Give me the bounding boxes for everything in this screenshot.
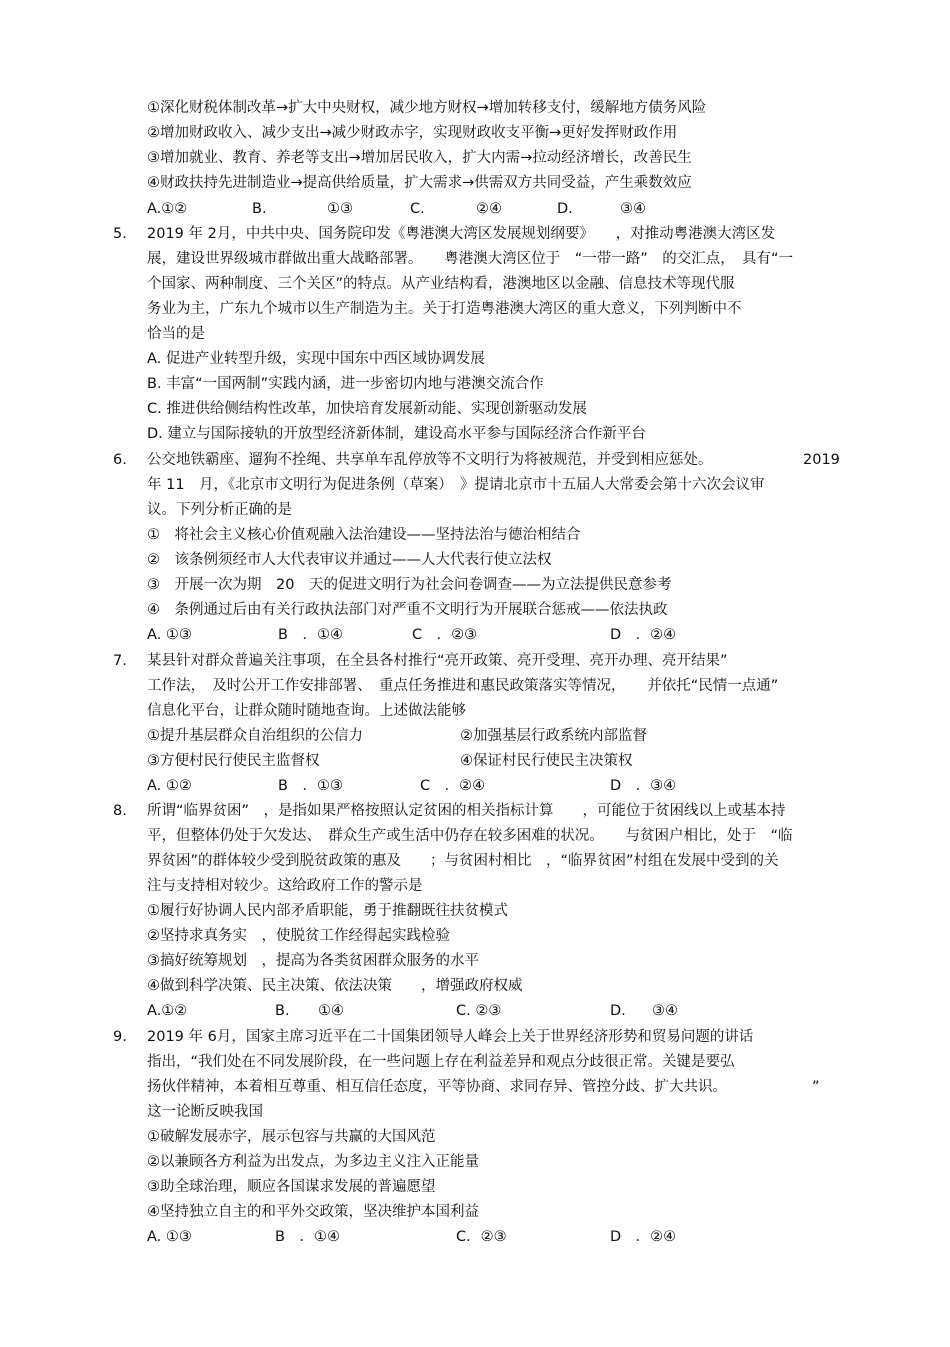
- q8-option-c: C. ②③: [456, 1003, 502, 1019]
- q8-item-3: ③搞好统筹规划 ，提高为各类贫困群众服务的水平: [147, 953, 479, 969]
- q7-item-1: ①提升基层群众自治组织的公信力: [147, 728, 363, 744]
- q6-option-b: B ．①④: [278, 627, 343, 643]
- q4-option-b-label: B.: [252, 201, 267, 217]
- q6-item-4: ④ 条例通过后由有关行政执法部门对严重不文明行为开展联合惩戒——依法执政: [147, 602, 668, 618]
- q9-option-d: D ．②④: [610, 1229, 677, 1245]
- q8-number: 8.: [113, 803, 127, 819]
- q6-item-1: ① 将社会主义核心价值观融入法治建设——坚持法治与德治相结合: [147, 527, 581, 543]
- q5-number: 5.: [113, 226, 127, 242]
- q7-option-a: A. ①②: [147, 778, 192, 794]
- q6-item-2: ② 该条例须经市人大代表审议并通过——人大代表行使立法权: [147, 552, 552, 568]
- q7-option-b: B ．①③: [278, 778, 343, 794]
- q5-stem-line-1: 2019 年 2月，中共中央、国务院印发《粤港澳大湾区发展规划纲要》 ，对推动粤港澳大湾区发: [147, 226, 776, 242]
- q6-option-c: C ．②③: [412, 627, 478, 643]
- q9-stem-close-quote: ”: [812, 1079, 820, 1095]
- q6-stem-line-3: 议。下列分析正确的是: [147, 502, 292, 518]
- q9-stem-line-2: 指出，“我们处在不同发展阶段，在一些问题上存在利益差异和观点分歧很正常。关键是要弘: [147, 1054, 735, 1070]
- q4-item-1: ①深化财税体制改革→扩大中央财权，减少地方财权→增加转移支付，缓解地方债务风险: [147, 100, 707, 116]
- q4-item-2: ②增加财政收入、减少支出→减少财政赤字，实现财政收支平衡→更好发挥财政作用: [147, 125, 678, 141]
- q8-option-a: A.①②: [147, 1003, 188, 1019]
- q5-option-b: B. 丰富“一国两制”实践内涵，进一步密切内地与港澳交流合作: [147, 376, 544, 392]
- q9-stem-line-1: 2019 年 6月，国家主席习近平在二十国集团领导人峰会上关于世界经济形势和贸易问题的讲话: [147, 1029, 754, 1045]
- q8-item-2: ②坚持求真务实 ，使脱贫工作经得起实践检验: [147, 928, 450, 944]
- q9-stem-line-3: 扬伙伴精神，本着相互尊重、相互信任态度，平等协商、求同存异、管控分歧、扩大共识。: [147, 1079, 727, 1095]
- q8-option-d-label: D.: [610, 1003, 626, 1019]
- q4-item-3: ③增加就业、教育、养老等支出→增加居民收入，扩大内需→拉动经济增长，改善民生: [147, 150, 692, 166]
- q7-stem-line-2: 工作法， 及时公开工作安排部署、 重点任务推进和惠民政策落实等情况， 并依托“民情一点通”: [147, 678, 779, 694]
- q8-stem-line-2: 平，但整体仍处于欠发达、 群众生产或生活中仍存在较多困难的状况。 与贫困户相比，处于 “临: [147, 828, 793, 844]
- q7-item-2: ②加强基层行政系统内部监督: [460, 728, 647, 744]
- q4-option-d-value: ③④: [620, 201, 646, 217]
- q6-stem-year: 2019: [803, 452, 840, 468]
- q4-option-c-label: C.: [410, 201, 425, 217]
- q9-option-c: C．②③: [456, 1229, 507, 1245]
- q7-option-c: C ．②④: [420, 778, 486, 794]
- q4-option-b-value: ①③: [327, 201, 353, 217]
- q7-item-4: ④保证村民行使民主决策权: [460, 753, 633, 769]
- q7-option-d: D ．③④: [610, 778, 677, 794]
- q4-option-c-value: ②④: [476, 201, 502, 217]
- q6-item-3: ③ 开展一次为期 20 天的促进文明行为社会问卷调查——为立法提供民意参考: [147, 577, 672, 593]
- q8-stem-line-4: 注与支持相对较少。这给政府工作的警示是: [147, 878, 423, 894]
- q6-number: 6.: [113, 452, 127, 468]
- q7-item-3: ③方便村民行使民主监督权: [147, 753, 320, 769]
- q6-stem-line-2: 年 11 月，《北京市文明行为促进条例（草案） 》提请北京市十五届人大常委会第十六次会议审: [147, 477, 765, 493]
- q5-stem-line-4: 务业为主，广东九个城市以生产制造为主。关于打造粤港澳大湾区的重大意义，下列判断中不: [147, 301, 742, 317]
- q7-stem-line-1: 某县针对群众普遍关注事项，在全县各村推行“亮开政策、亮开受理、亮开办理、亮开结果”: [147, 653, 728, 669]
- q6-option-d: D ．②④: [610, 627, 677, 643]
- q5-option-a: A. 促进产业转型升级，实现中国东中西区域协调发展: [147, 351, 485, 367]
- q8-option-b-label: B.: [275, 1003, 290, 1019]
- q7-stem-line-3: 信息化平台，让群众随时随地查询。上述做法能够: [147, 703, 466, 719]
- q5-option-c: C. 推进供给侧结构性改革，加快培育发展新动能、实现创新驱动发展: [147, 401, 587, 417]
- q5-option-d: D. 建立与国际接轨的开放型经济新体制，建设高水平参与国际经济合作新平台: [147, 426, 646, 442]
- q9-item-3: ③助全球治理，顺应各国谋求发展的普遍愿望: [147, 1179, 436, 1195]
- q5-stem-line-5: 恰当的是: [147, 326, 205, 342]
- q4-option-a: A.①②: [147, 201, 188, 217]
- q9-item-4: ④坚持独立自主的和平外交政策，坚决维护本国利益: [147, 1204, 479, 1220]
- q6-option-a: A. ①③: [147, 627, 192, 643]
- q5-stem-line-2: 展，建设世界级城市群做出重大战略部署。 粤港澳大湾区位于 “一带一路” 的交汇点， 具有“一: [147, 251, 794, 267]
- q9-option-b: B ．①④: [275, 1229, 340, 1245]
- q8-item-4: ④做到科学决策、民主决策、依法决策 ，增强政府权威: [147, 978, 523, 994]
- q8-option-b-value: ①④: [318, 1003, 344, 1019]
- q4-option-d-label: D.: [557, 201, 573, 217]
- q9-item-1: ①破解发展赤字，展示包容与共赢的大国风范: [147, 1129, 436, 1145]
- q8-item-1: ①履行好协调人民内部矛盾职能，勇于推翻既往扶贫模式: [147, 903, 508, 919]
- q7-number: 7.: [113, 653, 127, 669]
- q5-stem-line-3: 个国家、两种制度、三个关区”的特点。从产业结构看，港澳地区以金融、信息技术等现代服: [147, 276, 735, 292]
- q4-item-4: ④财政扶持先进制造业→提高供给质量，扩大需求→供需双方共同受益，产生乘数效应: [147, 175, 692, 191]
- q9-option-a: A. ①③: [147, 1229, 192, 1245]
- q6-stem-line-1: 公交地铁霸座、遛狗不拴绳、共享单车乱停放等不文明行为将被规范，并受到相应惩处。: [147, 452, 713, 468]
- q8-option-d-value: ③④: [652, 1003, 678, 1019]
- q9-stem-line-4: 这一论断反映我国: [147, 1104, 263, 1120]
- q9-item-2: ②以兼顾各方利益为出发点，为多边主义注入正能量: [147, 1154, 479, 1170]
- q8-stem-line-1: 所谓“临界贫困” ，是指如果严格按照认定贫困的相关指标计算 ，可能位于贫困线以上或基本持: [147, 803, 786, 819]
- q9-number: 9.: [113, 1029, 127, 1045]
- q8-stem-line-3: 界贫困”的群体较少受到脱贫政策的惠及 ；与贫困村相比 ，“临界贫困”村组在发展中受到的关: [147, 853, 779, 869]
